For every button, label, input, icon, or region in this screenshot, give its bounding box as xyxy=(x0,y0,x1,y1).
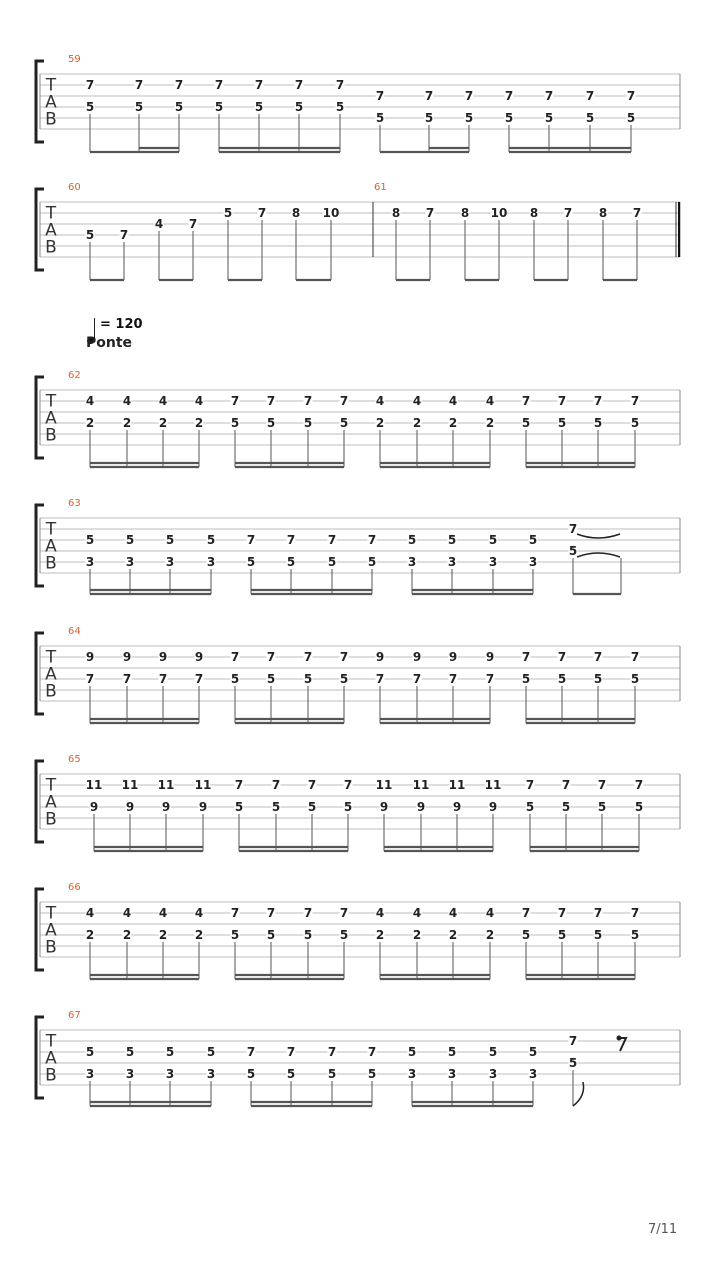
fret-number: 11 xyxy=(85,778,103,792)
fret-number: 7 xyxy=(593,650,603,664)
fret-number: 5 xyxy=(626,111,636,125)
fret-number: 5 xyxy=(568,544,578,558)
fret-number: 8 xyxy=(291,206,301,220)
fret-number: 7 xyxy=(563,206,573,220)
fret-number: 5 xyxy=(557,416,567,430)
fret-number: 11 xyxy=(412,778,430,792)
fret-number: 7 xyxy=(593,906,603,920)
fret-number: 9 xyxy=(198,800,208,814)
fret-number: 5 xyxy=(165,1045,175,1059)
fret-number: 3 xyxy=(85,555,95,569)
fret-number: 9 xyxy=(448,650,458,664)
fret-number: 5 xyxy=(125,1045,135,1059)
fret-number: 7 xyxy=(230,906,240,920)
fret-number: 9 xyxy=(122,650,132,664)
fret-number: 3 xyxy=(206,1067,216,1081)
fret-number: 11 xyxy=(375,778,393,792)
fret-number: 7 xyxy=(544,89,554,103)
fret-number: 3 xyxy=(528,1067,538,1081)
fret-number: 7 xyxy=(307,778,317,792)
fret-number: 5 xyxy=(230,928,240,942)
fret-number: 2 xyxy=(85,416,95,430)
fret-number: 7 xyxy=(122,672,132,686)
fret-number: 4 xyxy=(194,394,204,408)
fret-number: 5 xyxy=(165,533,175,547)
fret-number: 9 xyxy=(375,650,385,664)
measure-number: 59 xyxy=(68,54,81,65)
section-label: Ponte xyxy=(86,335,133,351)
fret-number: 5 xyxy=(327,1067,337,1081)
fret-number: 7 xyxy=(230,650,240,664)
tab-clef-letter: A xyxy=(45,792,57,813)
fret-number: 5 xyxy=(307,800,317,814)
fret-number: 9 xyxy=(125,800,135,814)
fret-number: 7 xyxy=(525,778,535,792)
fret-number: 2 xyxy=(375,928,385,942)
tab-clef-letter: B xyxy=(45,237,57,258)
fret-number: 5 xyxy=(521,928,531,942)
fret-number: 5 xyxy=(407,1045,417,1059)
tab-clef-letter: B xyxy=(45,425,57,446)
fret-number: 2 xyxy=(158,928,168,942)
fret-number: 7 xyxy=(158,672,168,686)
fret-number: 9 xyxy=(488,800,498,814)
fret-number: 2 xyxy=(448,416,458,430)
fret-number: 5 xyxy=(339,416,349,430)
fret-number: 11 xyxy=(157,778,175,792)
fret-number: 5 xyxy=(125,533,135,547)
fret-number: 7 xyxy=(557,394,567,408)
fret-number: 5 xyxy=(367,1067,377,1081)
fret-number: 8 xyxy=(460,206,470,220)
fret-number: 9 xyxy=(158,650,168,664)
fret-number: 7 xyxy=(375,672,385,686)
fret-number: 5 xyxy=(557,928,567,942)
fret-number: 7 xyxy=(521,394,531,408)
fret-number: 7 xyxy=(464,89,474,103)
fret-number: 7 xyxy=(327,533,337,547)
fret-number: 8 xyxy=(598,206,608,220)
fret-number: 5 xyxy=(375,111,385,125)
fret-number: 7 xyxy=(630,394,640,408)
tab-clef-letter: B xyxy=(45,809,57,830)
fret-number: 8 xyxy=(391,206,401,220)
fret-number: 7 xyxy=(557,906,567,920)
fret-number: 5 xyxy=(246,1067,256,1081)
fret-number: 7 xyxy=(339,650,349,664)
fret-number: 5 xyxy=(230,416,240,430)
fret-number: 5 xyxy=(634,800,644,814)
tie-arc xyxy=(577,534,620,538)
fret-number: 5 xyxy=(303,928,313,942)
fret-number: 7 xyxy=(286,1045,296,1059)
fret-number: 11 xyxy=(194,778,212,792)
tab-clef-letter: A xyxy=(45,664,57,685)
fret-number: 5 xyxy=(234,800,244,814)
fret-number: 4 xyxy=(375,906,385,920)
fret-number: 4 xyxy=(122,906,132,920)
fret-number: 5 xyxy=(134,100,144,114)
fret-number: 7 xyxy=(448,672,458,686)
fret-number: 2 xyxy=(122,928,132,942)
fret-number: 7 xyxy=(303,906,313,920)
fret-number: 5 xyxy=(528,533,538,547)
fret-number: 7 xyxy=(568,522,578,536)
fret-number: 7 xyxy=(194,672,204,686)
fret-number: 5 xyxy=(597,800,607,814)
fret-number: 4 xyxy=(412,394,422,408)
fret-number: 2 xyxy=(158,416,168,430)
fret-number: 7 xyxy=(367,1045,377,1059)
fret-number: 5 xyxy=(206,1045,216,1059)
fret-number: 7 xyxy=(234,778,244,792)
fret-number: 2 xyxy=(412,928,422,942)
fret-number: 9 xyxy=(194,650,204,664)
tab-clef-letter: A xyxy=(45,1048,57,1069)
fret-number: 5 xyxy=(544,111,554,125)
fret-number: 2 xyxy=(122,416,132,430)
fret-number: 5 xyxy=(367,555,377,569)
tab-clef-letter: A xyxy=(45,408,57,429)
fret-number: 7 xyxy=(561,778,571,792)
fret-number: 5 xyxy=(85,533,95,547)
fret-number: 5 xyxy=(339,672,349,686)
fret-number: 5 xyxy=(525,800,535,814)
fret-number: 7 xyxy=(343,778,353,792)
fret-number: 5 xyxy=(339,928,349,942)
fret-number: 5 xyxy=(630,928,640,942)
tab-clef-letter: T xyxy=(45,903,57,924)
fret-number: 7 xyxy=(630,650,640,664)
fret-number: 5 xyxy=(286,555,296,569)
tempo-marking: = 120 xyxy=(100,317,143,332)
fret-number: 7 xyxy=(188,217,198,231)
tab-clef-letter: B xyxy=(45,681,57,702)
fret-number: 7 xyxy=(521,906,531,920)
fret-number: 7 xyxy=(119,228,129,242)
fret-number: 9 xyxy=(416,800,426,814)
fret-number: 7 xyxy=(271,778,281,792)
fret-number: 7 xyxy=(257,206,267,220)
fret-number: 2 xyxy=(485,928,495,942)
fret-number: 7 xyxy=(335,78,345,92)
fret-number: 5 xyxy=(630,672,640,686)
tab-clef-letter: T xyxy=(45,519,57,540)
fret-number: 5 xyxy=(266,672,276,686)
tab-clef-letter: T xyxy=(45,75,57,96)
tab-clef-letter: T xyxy=(45,1031,57,1052)
fret-number: 10 xyxy=(490,206,508,220)
fret-number: 2 xyxy=(194,416,204,430)
fret-number: 7 xyxy=(412,672,422,686)
tab-clef-letter: T xyxy=(45,203,57,224)
tab-clef-letter: T xyxy=(45,391,57,412)
fret-number: 5 xyxy=(585,111,595,125)
page-number: 7/11 xyxy=(648,1222,678,1237)
tab-clef-letter: A xyxy=(45,220,57,241)
fret-number: 2 xyxy=(85,928,95,942)
tie-arc xyxy=(577,553,620,557)
fret-number: 7 xyxy=(626,89,636,103)
tab-clef-letter: B xyxy=(45,1065,57,1086)
fret-number: 7 xyxy=(425,206,435,220)
fret-number: 3 xyxy=(125,1067,135,1081)
fret-number: 11 xyxy=(448,778,466,792)
fret-number: 7 xyxy=(375,89,385,103)
fret-number: 5 xyxy=(174,100,184,114)
fret-number: 7 xyxy=(367,533,377,547)
fret-number: 7 xyxy=(568,1034,578,1048)
fret-number: 5 xyxy=(85,228,95,242)
fret-number: 5 xyxy=(286,1067,296,1081)
fret-number: 5 xyxy=(343,800,353,814)
fret-number: 7 xyxy=(174,78,184,92)
fret-number: 4 xyxy=(194,906,204,920)
fret-number: 7 xyxy=(424,89,434,103)
measure-number: 67 xyxy=(68,1010,81,1021)
fret-number: 5 xyxy=(230,672,240,686)
fret-number: 5 xyxy=(557,672,567,686)
fret-number: 3 xyxy=(447,555,457,569)
fret-number: 2 xyxy=(194,928,204,942)
fret-number: 7 xyxy=(504,89,514,103)
fret-number: 5 xyxy=(568,1056,578,1070)
fret-number: 7 xyxy=(254,78,264,92)
fret-number: 4 xyxy=(85,394,95,408)
fret-number: 5 xyxy=(85,1045,95,1059)
fret-number: 7 xyxy=(303,394,313,408)
fret-number: 3 xyxy=(488,1067,498,1081)
fret-number: 5 xyxy=(630,416,640,430)
fret-number: 2 xyxy=(485,416,495,430)
fret-number: 7 xyxy=(630,906,640,920)
fret-number: 4 xyxy=(375,394,385,408)
fret-number: 2 xyxy=(375,416,385,430)
fret-number: 7 xyxy=(632,206,642,220)
fret-number: 5 xyxy=(206,533,216,547)
measure-number: 61 xyxy=(374,182,387,193)
fret-number: 7 xyxy=(339,394,349,408)
measure-number: 65 xyxy=(68,754,81,765)
fret-number: 9 xyxy=(452,800,462,814)
fret-number: 5 xyxy=(528,1045,538,1059)
fret-number: 9 xyxy=(485,650,495,664)
fret-number: 5 xyxy=(464,111,474,125)
fret-number: 5 xyxy=(303,672,313,686)
fret-number: 9 xyxy=(412,650,422,664)
tab-clef-letter: A xyxy=(45,536,57,557)
fret-number: 5 xyxy=(561,800,571,814)
eighth-rest-dot xyxy=(617,1036,622,1041)
fret-number: 4 xyxy=(485,394,495,408)
fret-number: 2 xyxy=(448,928,458,942)
fret-number: 5 xyxy=(254,100,264,114)
fret-number: 5 xyxy=(246,555,256,569)
fret-number: 7 xyxy=(214,78,224,92)
fret-number: 3 xyxy=(85,1067,95,1081)
fret-number: 7 xyxy=(266,394,276,408)
fret-number: 3 xyxy=(125,555,135,569)
fret-number: 5 xyxy=(223,206,233,220)
fret-number: 5 xyxy=(407,533,417,547)
fret-number: 5 xyxy=(447,1045,457,1059)
fret-number: 7 xyxy=(134,78,144,92)
fret-number: 7 xyxy=(327,1045,337,1059)
fret-number: 7 xyxy=(266,906,276,920)
fret-number: 9 xyxy=(85,650,95,664)
measure-number: 60 xyxy=(68,182,81,193)
fret-number: 5 xyxy=(266,928,276,942)
fret-number: 2 xyxy=(412,416,422,430)
fret-number: 7 xyxy=(339,906,349,920)
fret-number: 7 xyxy=(286,533,296,547)
fret-number: 5 xyxy=(593,672,603,686)
fret-number: 7 xyxy=(294,78,304,92)
fret-number: 5 xyxy=(294,100,304,114)
fret-number: 9 xyxy=(89,800,99,814)
fret-number: 5 xyxy=(488,533,498,547)
fret-number: 7 xyxy=(246,533,256,547)
fret-number: 4 xyxy=(158,906,168,920)
fret-number: 5 xyxy=(521,416,531,430)
fret-number: 9 xyxy=(161,800,171,814)
fret-number: 5 xyxy=(214,100,224,114)
tab-clef-letter: A xyxy=(45,92,57,113)
fret-number: 5 xyxy=(521,672,531,686)
measure-number: 62 xyxy=(68,370,81,381)
fret-number: 4 xyxy=(448,394,458,408)
tab-clef-letter: T xyxy=(45,647,57,668)
fret-number: 5 xyxy=(335,100,345,114)
note-flag xyxy=(573,1082,584,1106)
fret-number: 3 xyxy=(165,555,175,569)
fret-number: 5 xyxy=(327,555,337,569)
tab-clef-letter: B xyxy=(45,937,57,958)
fret-number: 7 xyxy=(303,650,313,664)
fret-number: 7 xyxy=(585,89,595,103)
fret-number: 3 xyxy=(407,555,417,569)
measure-number: 64 xyxy=(68,626,81,637)
fret-number: 3 xyxy=(206,555,216,569)
tab-clef-letter: A xyxy=(45,920,57,941)
fret-number: 5 xyxy=(85,100,95,114)
fret-number: 5 xyxy=(424,111,434,125)
tab-clef-letter: B xyxy=(45,553,57,574)
fret-number: 7 xyxy=(521,650,531,664)
fret-number: 7 xyxy=(85,672,95,686)
fret-number: 7 xyxy=(246,1045,256,1059)
fret-number: 11 xyxy=(484,778,502,792)
fret-number: 5 xyxy=(271,800,281,814)
fret-number: 4 xyxy=(485,906,495,920)
fret-number: 4 xyxy=(412,906,422,920)
measure-number: 66 xyxy=(68,882,81,893)
fret-number: 7 xyxy=(557,650,567,664)
fret-number: 5 xyxy=(504,111,514,125)
fret-number: 7 xyxy=(597,778,607,792)
tab-clef-letter: T xyxy=(45,775,57,796)
fret-number: 7 xyxy=(85,78,95,92)
fret-number: 3 xyxy=(528,555,538,569)
fret-number: 7 xyxy=(266,650,276,664)
fret-number: 10 xyxy=(322,206,340,220)
fret-number: 3 xyxy=(407,1067,417,1081)
fret-number: 4 xyxy=(85,906,95,920)
fret-number: 4 xyxy=(158,394,168,408)
fret-number: 5 xyxy=(593,416,603,430)
fret-number: 8 xyxy=(529,206,539,220)
fret-number: 4 xyxy=(122,394,132,408)
fret-number: 3 xyxy=(165,1067,175,1081)
fret-number: 3 xyxy=(447,1067,457,1081)
fret-number: 5 xyxy=(447,533,457,547)
fret-number: 7 xyxy=(634,778,644,792)
tab-clef-letter: B xyxy=(45,109,57,130)
fret-number: 5 xyxy=(303,416,313,430)
fret-number: 4 xyxy=(448,906,458,920)
fret-number: 9 xyxy=(379,800,389,814)
measure-number: 63 xyxy=(68,498,81,509)
fret-number: 11 xyxy=(121,778,139,792)
fret-number: 5 xyxy=(593,928,603,942)
fret-number: 3 xyxy=(488,555,498,569)
fret-number: 7 xyxy=(230,394,240,408)
fret-number: 7 xyxy=(593,394,603,408)
fret-number: 5 xyxy=(488,1045,498,1059)
fret-number: 4 xyxy=(154,217,164,231)
fret-number: 7 xyxy=(485,672,495,686)
fret-number: 5 xyxy=(266,416,276,430)
